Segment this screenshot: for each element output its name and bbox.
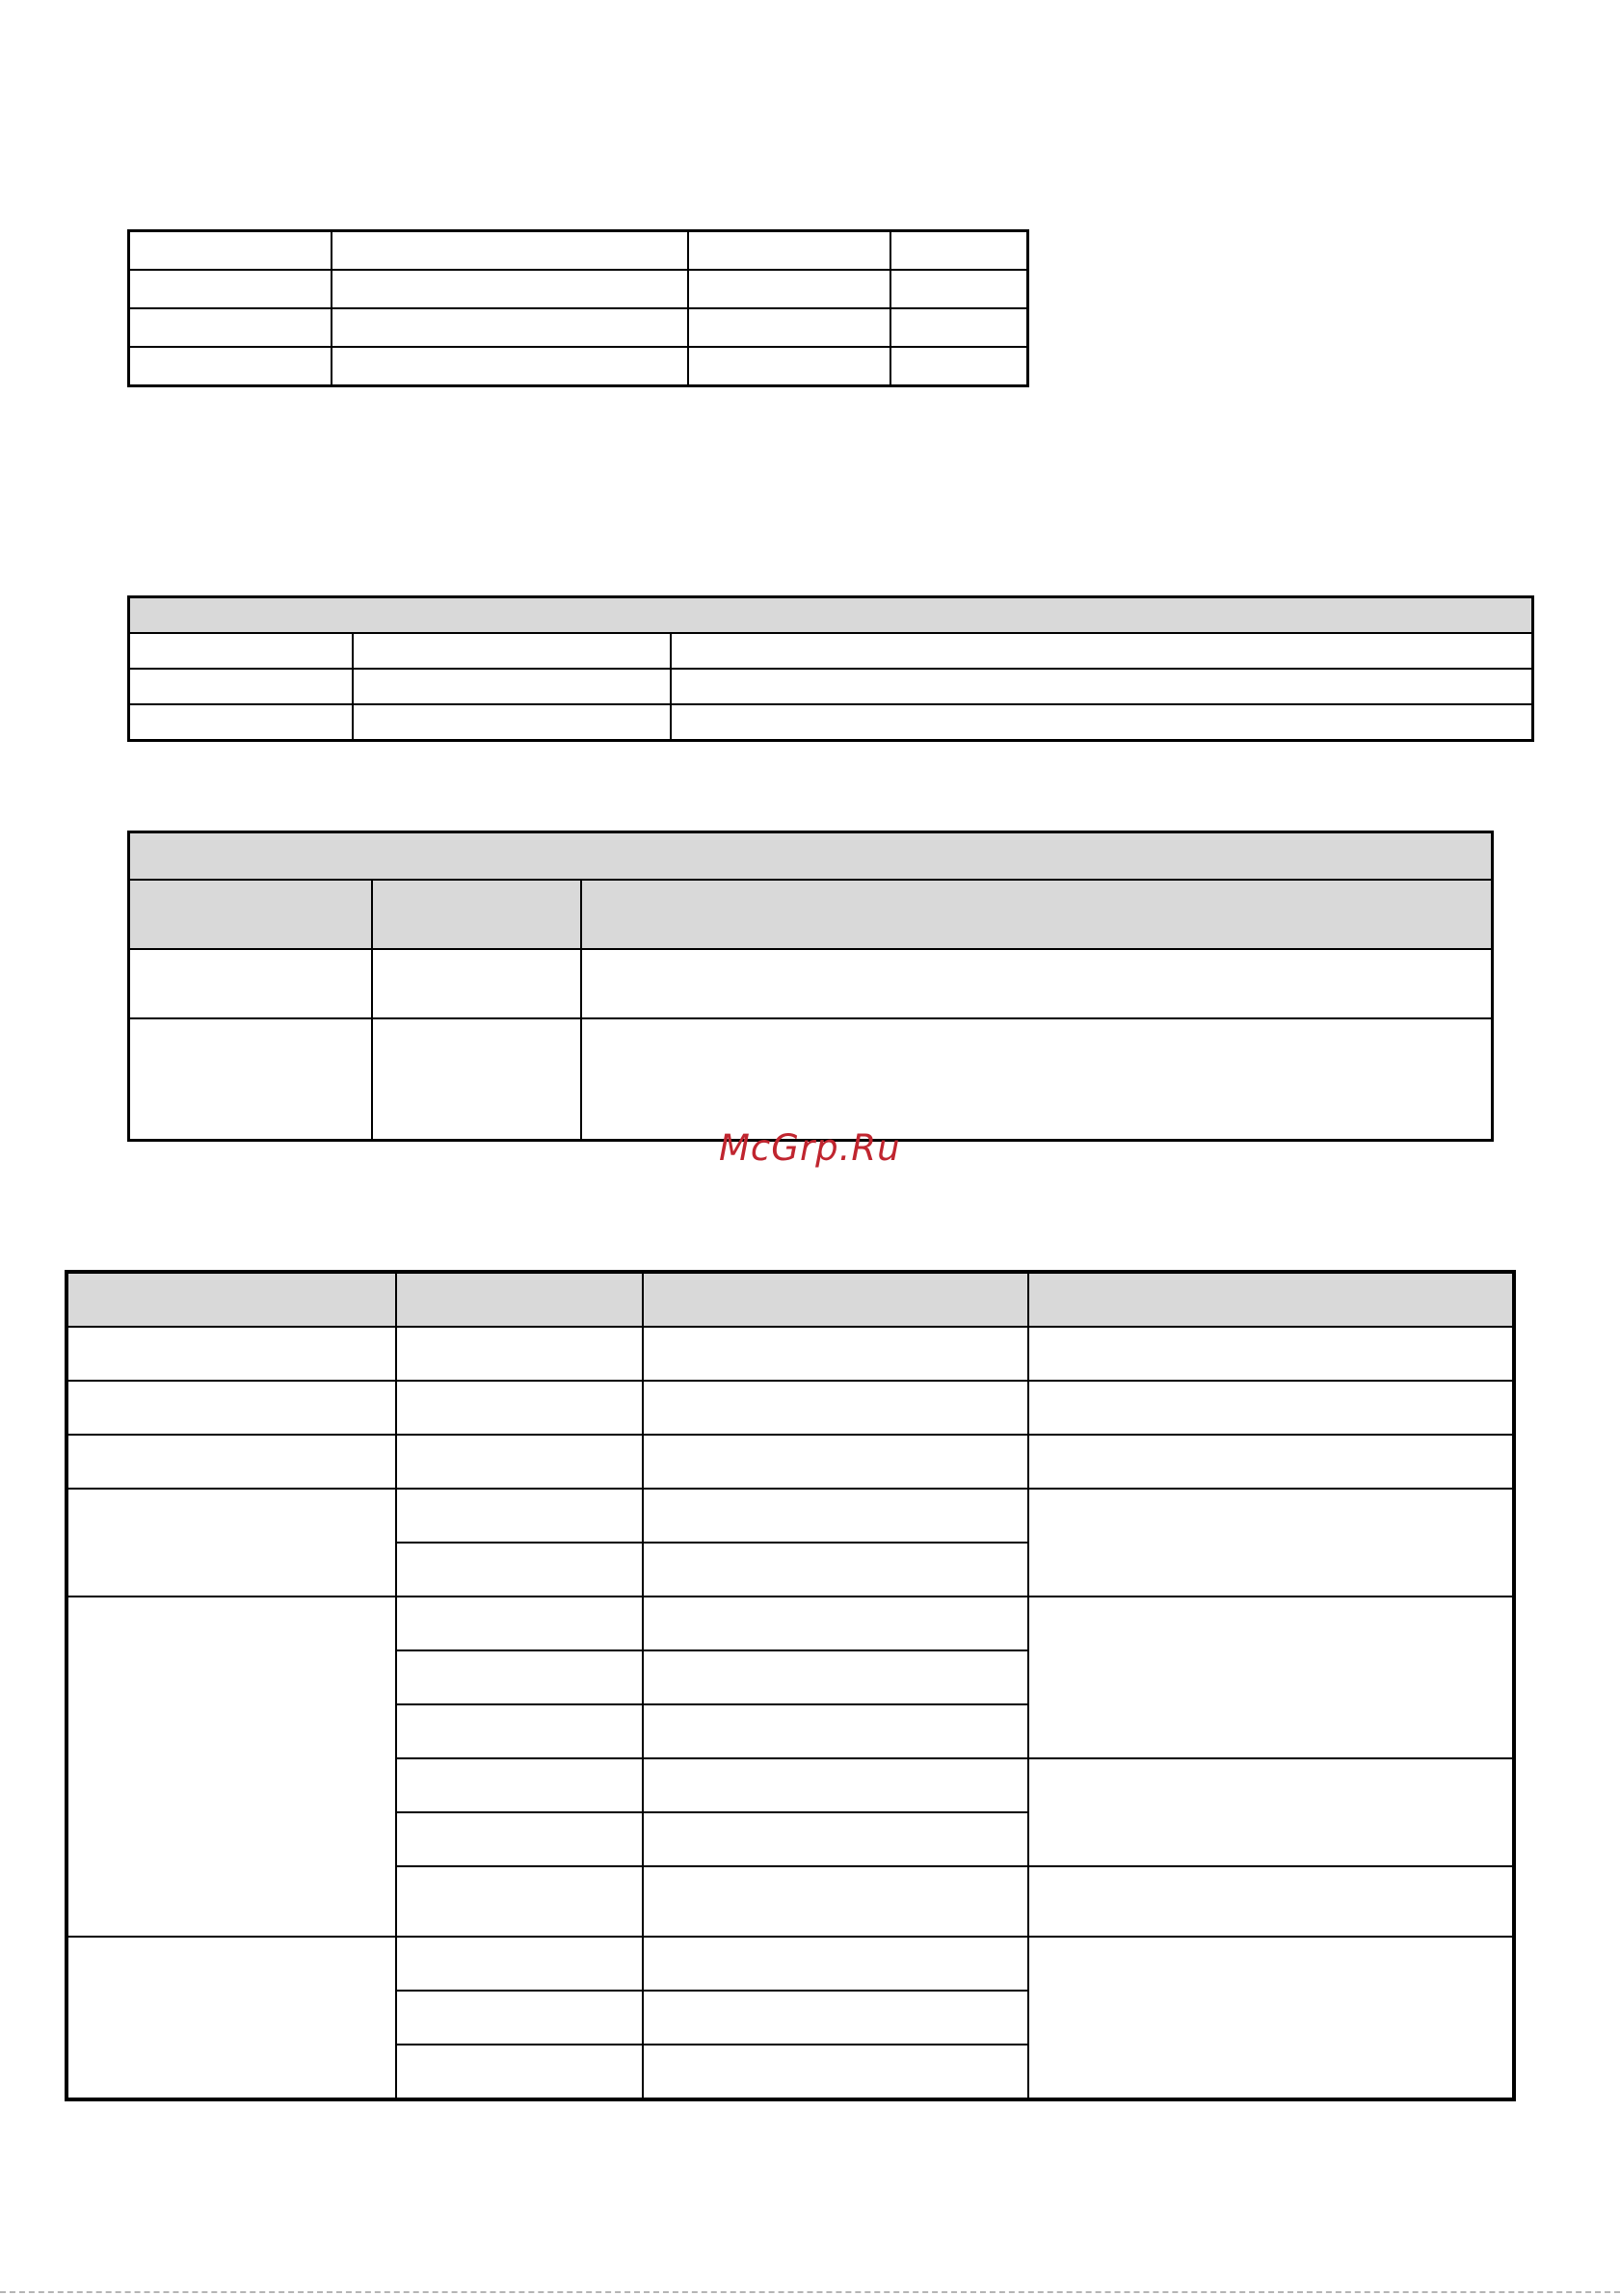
table-row	[129, 270, 1028, 308]
table-cell	[643, 1866, 1028, 1937]
table-cell	[66, 1381, 396, 1435]
column-header	[581, 880, 1493, 949]
table-title	[129, 597, 1533, 634]
table-cell	[581, 949, 1493, 1018]
table-cell	[1028, 1435, 1514, 1489]
table-cell	[66, 1435, 396, 1489]
table-cell	[396, 2045, 643, 2099]
table-row	[66, 1327, 1514, 1381]
table-cell-merged	[1028, 1937, 1514, 2099]
table-cell	[643, 1812, 1028, 1866]
table-cell	[66, 1327, 396, 1381]
table-title	[129, 832, 1493, 881]
table-cell	[396, 1704, 643, 1758]
table-cell	[129, 669, 353, 704]
column-header	[66, 1272, 396, 1327]
table-cell	[890, 270, 1028, 308]
table-cell-merged	[66, 1937, 396, 2099]
table-1	[127, 229, 1029, 387]
table-cell	[332, 270, 688, 308]
table-row	[66, 1489, 1514, 1543]
table-cell	[129, 308, 332, 347]
table-cell	[332, 347, 688, 386]
table-cell	[643, 1381, 1028, 1435]
watermark: McGrp.Ru	[719, 1127, 901, 1169]
table-cell	[1028, 1866, 1514, 1937]
table-cell	[353, 704, 671, 741]
table-cell	[396, 1381, 643, 1435]
column-header	[129, 633, 353, 669]
table-cell	[643, 1435, 1028, 1489]
table-cell	[396, 1650, 643, 1704]
column-header	[643, 1272, 1028, 1327]
table-row	[66, 1597, 1514, 1650]
table-header-row	[129, 633, 1533, 669]
table-header-row	[66, 1272, 1514, 1327]
column-header	[396, 1272, 643, 1327]
table-cell	[643, 2045, 1028, 2099]
table-cell	[396, 1812, 643, 1866]
table-cell	[671, 669, 1533, 704]
table-cell	[129, 270, 332, 308]
table-cell-merged	[1028, 1758, 1514, 1866]
table-2	[127, 595, 1534, 742]
table-cell	[688, 308, 890, 347]
table-cell	[396, 1991, 643, 2045]
table-cell-merged	[66, 1597, 396, 1937]
table-row	[129, 231, 1028, 271]
table-cell	[643, 1543, 1028, 1597]
table-cell	[688, 231, 890, 271]
table-row	[66, 1381, 1514, 1435]
table-cell-merged	[66, 1489, 396, 1597]
table-row	[129, 704, 1533, 741]
table-cell	[396, 1435, 643, 1489]
table-cell-merged	[1028, 1597, 1514, 1758]
column-header	[353, 633, 671, 669]
table-cell	[643, 1650, 1028, 1704]
page-bottom-rule	[0, 2291, 1620, 2293]
table-cell	[671, 704, 1533, 741]
table-title-row	[129, 832, 1493, 881]
table-row	[129, 308, 1028, 347]
table-row	[129, 1018, 1493, 1141]
table-cell	[396, 1866, 643, 1937]
table-cell	[396, 1758, 643, 1812]
table-row	[129, 949, 1493, 1018]
table-cell	[643, 1991, 1028, 2045]
table-cell-merged	[1028, 1489, 1514, 1597]
table-cell	[890, 231, 1028, 271]
table-cell	[396, 1327, 643, 1381]
table-cell	[129, 347, 332, 386]
table-cell	[396, 1543, 643, 1597]
table-cell	[332, 308, 688, 347]
table-cell	[890, 347, 1028, 386]
table-3	[127, 831, 1494, 1142]
table-cell	[1028, 1327, 1514, 1381]
table-cell	[688, 270, 890, 308]
column-header	[1028, 1272, 1514, 1327]
table-row	[66, 1435, 1514, 1489]
column-header	[372, 880, 581, 949]
table-cell	[396, 1597, 643, 1650]
table-cell	[890, 308, 1028, 347]
table-cell	[129, 704, 353, 741]
table-cell	[643, 1489, 1028, 1543]
table-cell	[643, 1327, 1028, 1381]
column-header	[129, 880, 372, 949]
table-4	[65, 1270, 1516, 2101]
table-cell	[129, 231, 332, 271]
table-row	[66, 1937, 1514, 1991]
table-cell	[372, 949, 581, 1018]
table-cell	[688, 347, 890, 386]
table-cell	[643, 1937, 1028, 1991]
table-cell	[353, 669, 671, 704]
table-cell	[396, 1937, 643, 1991]
table-row	[129, 347, 1028, 386]
table-row	[129, 669, 1533, 704]
table-cell	[643, 1704, 1028, 1758]
table-cell	[581, 1018, 1493, 1141]
table-cell	[129, 949, 372, 1018]
table-title-row	[129, 597, 1533, 634]
table-cell	[332, 231, 688, 271]
table-cell	[129, 1018, 372, 1141]
table-cell	[1028, 1381, 1514, 1435]
table-cell	[396, 1489, 643, 1543]
table-header-row	[129, 880, 1493, 949]
table-cell	[643, 1597, 1028, 1650]
table-cell	[643, 1758, 1028, 1812]
column-header	[671, 633, 1533, 669]
table-cell	[372, 1018, 581, 1141]
